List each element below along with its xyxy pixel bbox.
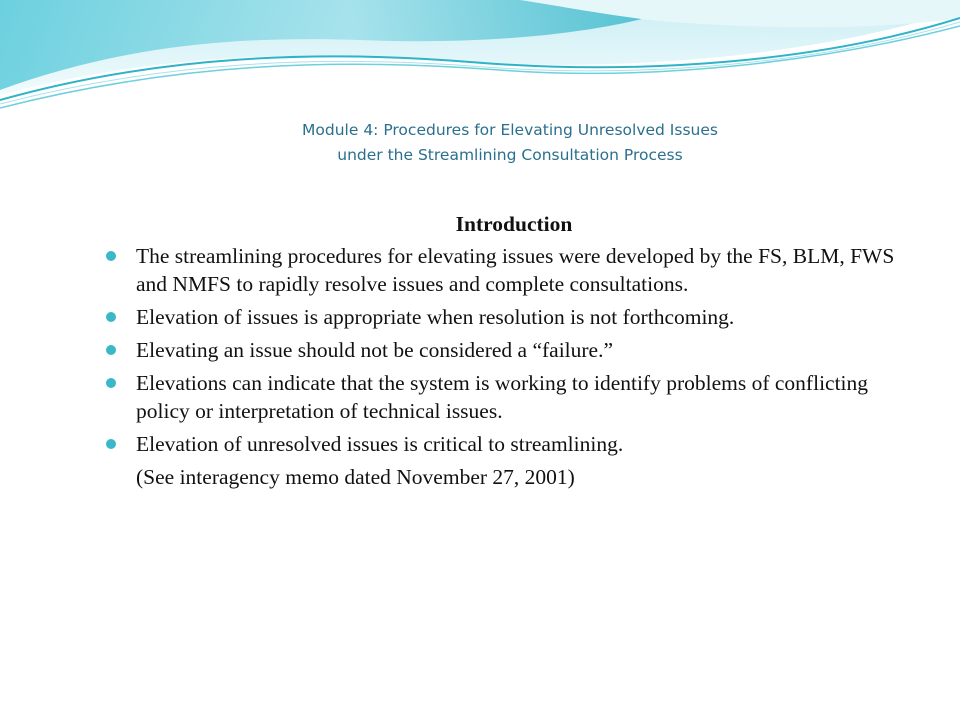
- bullet-item: [104, 242, 904, 298]
- bullet-list: [104, 242, 904, 458]
- bullet-item: [104, 430, 904, 458]
- bullet-icon: [106, 378, 116, 388]
- slide-title: [160, 118, 860, 168]
- bullet-item: [104, 336, 904, 364]
- bullet-icon: [106, 345, 116, 355]
- slide-content: [104, 210, 904, 491]
- bullet-text: The streamlining procedures for elevating issues were developed by the FS, BLM, FWS and NMFS to rapidly resolve issues and complete consultations.: [136, 244, 895, 296]
- bullet-icon: [106, 312, 116, 322]
- bullet-item: [104, 369, 904, 425]
- header-wave-decoration: [0, 0, 960, 120]
- bullet-text: Elevation of unresolved issues is critical to streamlining.: [136, 432, 624, 456]
- bullet-icon: [106, 439, 116, 449]
- slide-title-line-1: Module 4: Procedures for Elevating Unresolved Issues: [302, 121, 718, 139]
- section-heading: Introduction: [455, 212, 573, 236]
- bullet-text: Elevations can indicate that the system is working to identify problems of conflicting policy or interpretation of technical issues.: [136, 371, 869, 423]
- slide-title-line-2: under the Streamlining Consultation Process: [337, 146, 683, 164]
- memo-reference-note: (See interagency memo dated November 27, 2001): [136, 465, 575, 489]
- bullet-icon: [106, 251, 116, 261]
- bullet-text: Elevating an issue should not be considered a “failure.”: [136, 338, 614, 362]
- bullet-item: [104, 303, 904, 331]
- bullet-text: Elevation of issues is appropriate when resolution is not forthcoming.: [136, 305, 735, 329]
